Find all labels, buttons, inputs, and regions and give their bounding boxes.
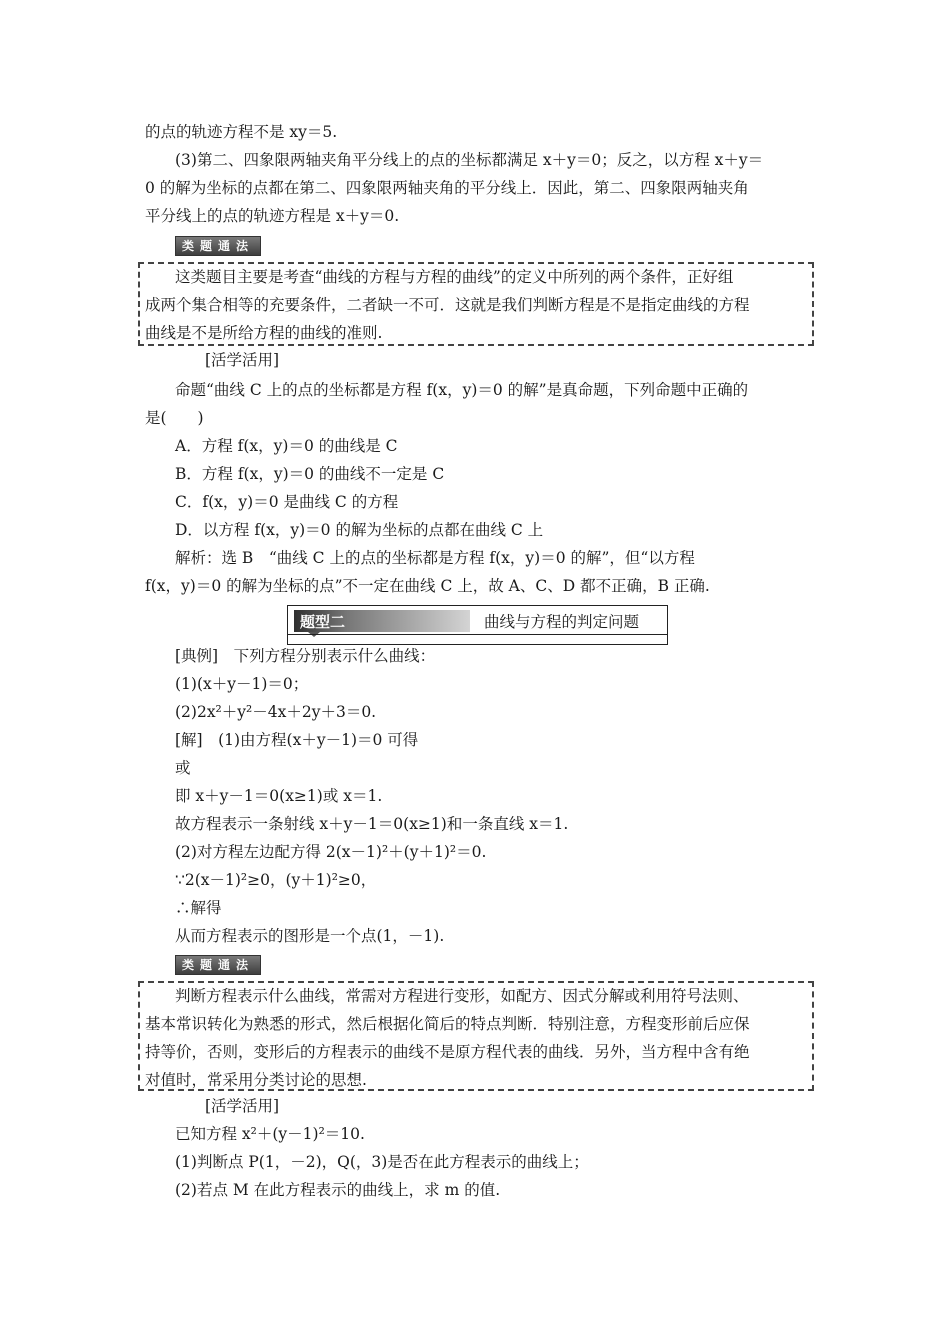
question-type-title: 曲线与方程的判定问题 (484, 613, 640, 631)
text-line: (3)第二、四象限两轴夹角平分线上的点的坐标都满足 x＋y＝0；反之，以方程 x＋y＝ (175, 151, 764, 169)
box-text-line: 持等价，否则，变形后的方程表示的曲线不是原方程代表的曲线．另外，当方程中含有绝 (145, 1043, 750, 1061)
box-text-line: 曲线是不是所给方程的曲线的准则. (145, 324, 383, 342)
text-line: 0 的解为坐标的点都在第二、四象限两轴夹角的平分线上．因此，第二、四象限两轴夹角 (145, 179, 749, 197)
answer-line: f(x，y)＝0 的解为坐标的点”不一定在曲线 C 上，故 A、C、D 都不正确，B 正确. (145, 577, 710, 595)
box-text-line: 这类题目主要是考查“曲线的方程与方程的曲线”的定义中所列的两个条件，正好组 (175, 268, 734, 286)
method-box (138, 981, 814, 1091)
practice-label: [活学活用] (205, 1097, 280, 1115)
exercise-line: (2)若点 M 在此方程表示的曲线上，求 m 的值. (175, 1181, 501, 1199)
question-line: 命题“曲线 C 上的点的坐标都是方程 f(x，y)＝0 的解”是真命题，下列命题中正确的 (175, 381, 749, 399)
exercise-line: (1)判断点 P(1，－2)，Q(，3)是否在此方程表示的曲线上； (175, 1153, 589, 1171)
practice-label: [活学活用] (205, 351, 280, 369)
solution-line: 从而方程表示的图形是一个点(1，－1). (175, 927, 445, 945)
method-badge: 类题通法 (175, 236, 261, 256)
solution-line: ∴解得 (175, 899, 222, 917)
solution-line: 即 x＋y－1＝0(x≥1)或 x＝1. (175, 787, 383, 805)
header-divider (288, 634, 667, 635)
solution-line: 或 (175, 759, 191, 777)
method-badge: 类题通法 (175, 955, 261, 975)
box-text-line: 成两个集合相等的充要条件，二者缺一不可．这就是我们判断方程是不是指定曲线的方程 (145, 296, 750, 314)
text-line: 的点的轨迹方程不是 xy＝5. (145, 123, 338, 141)
question-type-header (287, 605, 668, 645)
option-a: A．方程 f(x，y)＝0 的曲线是 C (175, 437, 398, 455)
solution-line: [解] (1)由方程(x＋y－1)＝0 可得 (175, 731, 419, 749)
solution-line: (2)对方程左边配方得 2(x－1)²＋(y＋1)²＝0. (175, 843, 487, 861)
question-type-tag-label: 题型二 (300, 613, 346, 631)
option-d: D．以方程 f(x，y)＝0 的解为坐标的点都在曲线 C 上 (175, 521, 544, 539)
question-type-tag (294, 610, 470, 632)
question-line: 是( ) (145, 409, 204, 427)
solution-line: 故方程表示一条射线 x＋y－1＝0(x≥1)和一条直线 x＝1. (175, 815, 569, 833)
exercise-line: 已知方程 x²＋(y－1)²＝10. (175, 1125, 365, 1143)
text-line: 平分线上的点的轨迹方程是 x＋y＝0. (145, 207, 400, 225)
answer-line: 解析：选 B “曲线 C 上的点的坐标都是方程 f(x，y)＝0 的解”，但“以方程 (175, 549, 695, 567)
example-line: (1)(x＋y－1)＝0； (175, 675, 309, 693)
box-text-line: 判断方程表示什么曲线，常需对方程进行变形，如配方、因式分解或利用符号法则、 (175, 987, 749, 1005)
option-b: B．方程 f(x，y)＝0 的曲线不一定是 C (175, 465, 445, 483)
box-text-line: 基本常识转化为熟悉的形式，然后根据化简后的特点判断．特别注意，方程变形前后应保 (145, 1015, 750, 1033)
box-text-line: 对值时，常采用分类讨论的思想. (145, 1071, 367, 1089)
option-c: C．f(x，y)＝0 是曲线 C 的方程 (175, 493, 399, 511)
solution-line: ∵2(x－1)²≥0，(y＋1)²≥0， (175, 871, 377, 889)
example-line: [典例] 下列方程分别表示什么曲线： (175, 647, 436, 665)
method-box (138, 262, 814, 346)
example-line: (2)2x²＋y²－4x＋2y＋3＝0. (175, 703, 377, 721)
